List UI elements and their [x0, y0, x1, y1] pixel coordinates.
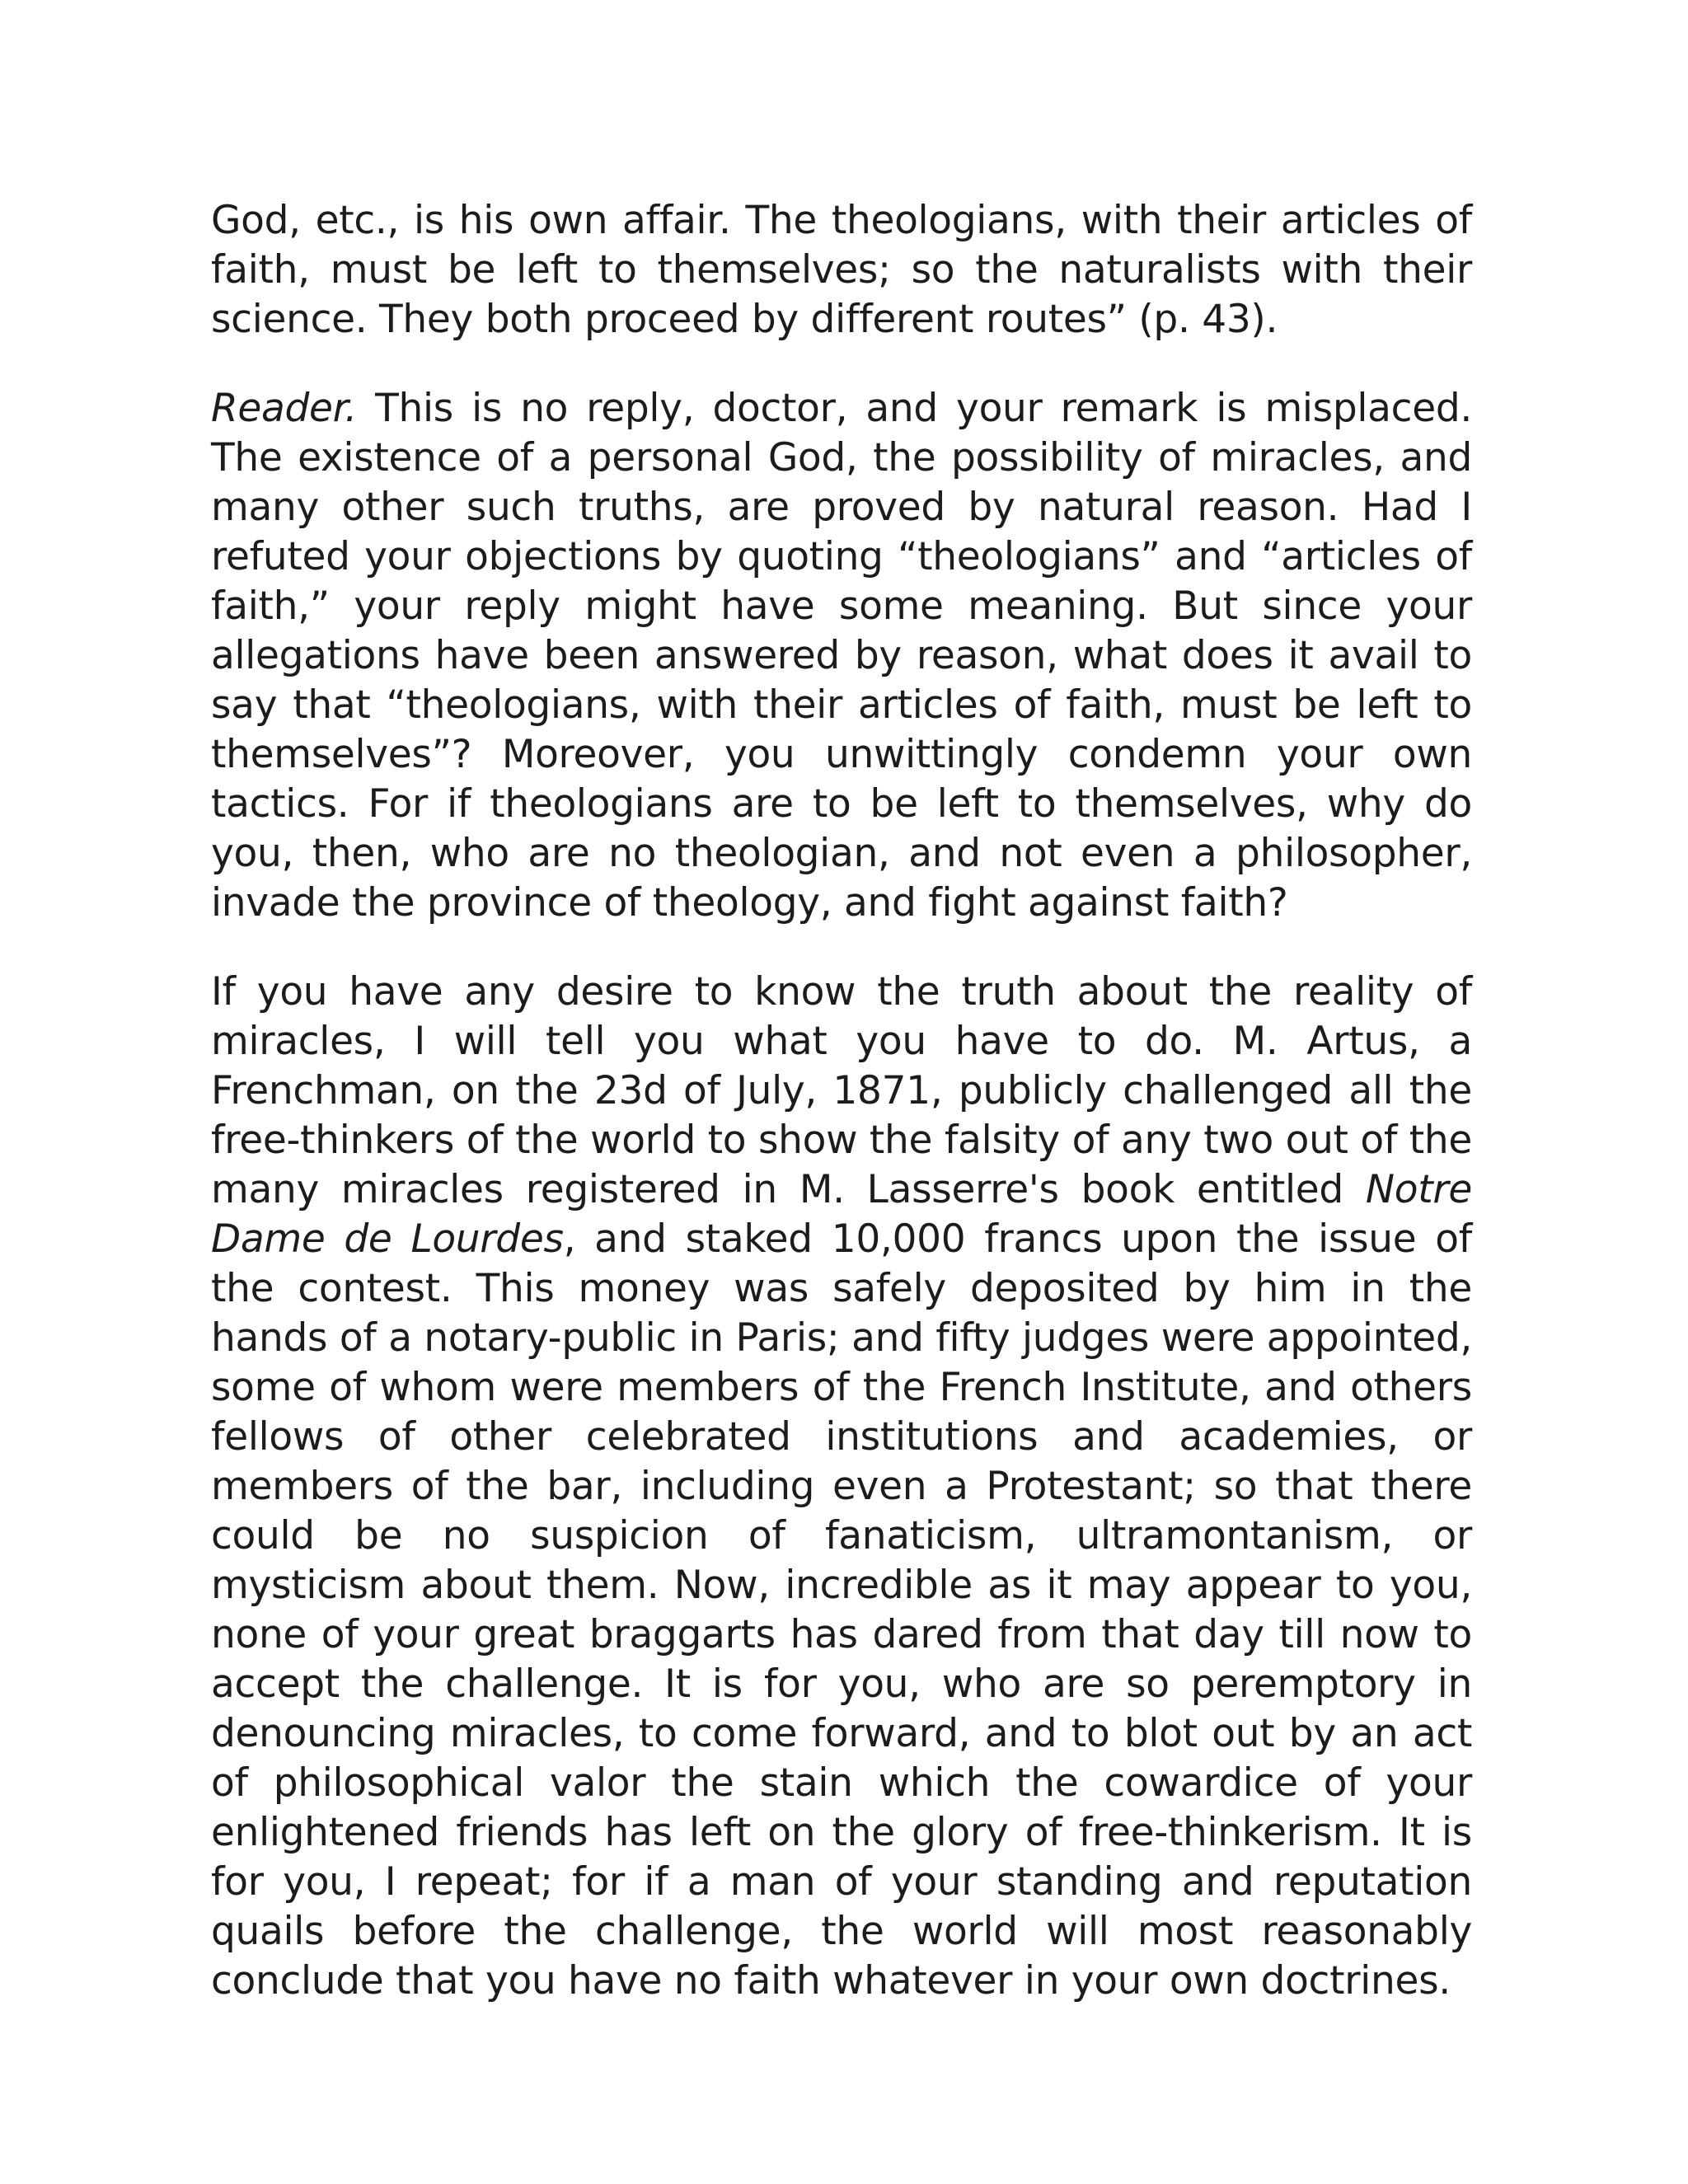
paragraph-3	[211, 968, 1472, 2006]
paragraph-3-text-start: If you have any desire to know the truth about the reality of miracles, I will tell you what you have to do. M. Artus, a Frenchman, on the 23d of July, 1871, publicly challenged all the free-thinkers of the world to show the falsity of any two out of the many miracles registered in M. Lasserre's book entitled	[211, 969, 1472, 1212]
body-text	[211, 196, 1472, 2006]
book-title: Notre Dame de Lourdes	[211, 1167, 1472, 1262]
paragraph-1	[211, 196, 1472, 344]
paragraph-2-text: This is no reply, doctor, and your remark is misplaced. The existence of a personal God, the possibility of miracles, and many other such truths, are proved by natural reason. Had I refuted your objections by quoting “theologians” and “articles of faith,” your reply might have some meaning. But since your allegations have been answered by reason, what does it avail to say that “theologians, with their articles of faith, must be left to themselves”? Moreover, you unwittingly condemn your own tactics. For if theologians are to be left to themselves, why do you, then, who are no theologian, and not even a philosopher, invade the province of theology, and fight against faith?	[211, 386, 1472, 926]
speaker-label: Reader.	[211, 386, 357, 431]
paragraph-3-text-end: , and staked 10,000 francs upon the issue of the contest. This money was safely deposited by him in the hands of a notary-public in Paris; and fifty judges were appointed, some of whom were members of the French Institute, and others fellows of other celebrated institutions and academies, or members of the bar, including even a Protestant; so that there could be no suspicion of fanaticism, ultramontanism, or mysticism about them. Now, incredible as it may appear to you, none of your great braggarts has dared from that day till now to accept the challenge. It is for you, who are so peremptory in denouncing miracles, to come forward, and to blot out by an act of philosophical valor the stain which the cowardice of your enlightened friends has left on the glory of free-thinkerism. It is for you, I repeat; for if a man of your standing and reputation quails before the challenge, the world will most reasonably conclude that you have no faith whatever in your own doctrines.	[211, 1216, 1472, 2004]
paragraph-1-text: God, etc., is his own affair. The theologians, with their articles of faith, must be left to themselves; so the naturalists with their science. They both proceed by different routes” (p. 43).	[211, 198, 1472, 342]
paragraph-2	[211, 384, 1472, 928]
